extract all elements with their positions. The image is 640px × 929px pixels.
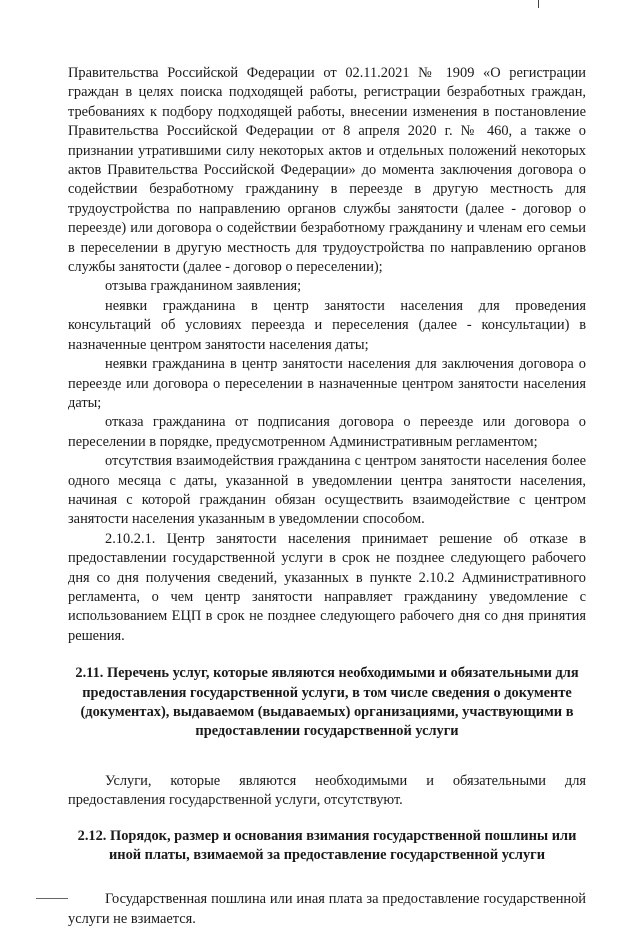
section-heading-2-12: 2.12. Порядок, размер и основания взимания государственной пошлины или иной платы, взимаемой за предоставление государственной услуги [77, 827, 577, 864]
page-edge-mark [538, 0, 539, 8]
paragraph-list-item: неявки гражданина в центр занятости населения для заключения договора о переезде или договора о переселении в назначенные центром занятости населения даты; [68, 356, 586, 411]
section-heading-2-11: 2.11. Перечень услуг, которые являются необходимыми и обязательными для предоставления государственной услуги, в том числе сведения о документе (документах), выдаваемом (выдаваемых) организациями, участвующими в предоставлении государственной услуги [75, 665, 579, 740]
paragraph-list-item: неявки гражданина в центр занятости населения для проведения консультаций об условиях переезда и переселения (далее - консультации) в назначенные центром занятости населения даты; [68, 297, 586, 353]
paragraph-list-item: отказа гражданина от подписания договора о переезде или договора о переселении в порядке, предусмотренном Административным регламентом; [68, 414, 586, 450]
section-text-2-11: Услуги, которые являются необходимыми и обязательными для предоставления государственной услуги, отсутствуют. [68, 772, 586, 809]
paragraph-clause-2-10-2-1: 2.10.2.1. Центр занятости населения принимает решение об отказе в предоставлении государственной услуги в срок не позднее следующего рабочего дня со дня получения сведений, указанных в пункте 2.10.2 Административного регламента, о чем центр занятости направляет гражданину уведомление с использованием ЕЦП в срок не позднее следующего рабочего дня со дня принятия решения. [68, 530, 586, 644]
paragraph-list-item: отзыва гражданином заявления; [105, 278, 302, 295]
footnote-rule [36, 898, 68, 899]
section-text-2-12: Государственная пошлина или иная плата за предоставление государственной услуги не взимается. [68, 891, 586, 927]
document-body [68, 64, 586, 929]
paragraph-continuation: Правительства Российской Федерации от 02.11.2021 № 1909 «О регистрации граждан в целях поиска подходящей работы, регистрации безработных граждан, требованиях к подбору подходящей работы, внесении изменения в постановление Правительства Российской Федерации от 8 апреля 2020 г. № 460, а также о признании утратившими силу некоторых актов и отдельных положений некоторых актов Правительства Российской Федерации» до момента заключения договора о содействии безработному гражданину в переезде в другую местность для трудоустройства по направлению органов службы занятости (далее - договор о переезде) или договора о содействии безработному гражданину и членам его семьи в переселении в другую местность для трудоустройства по направлению органов службы занятости (далее - договор о переселении); [68, 65, 586, 276]
paragraph-list-item: отсутствия взаимодействия гражданина с центром занятости населения более одного месяца с даты, указанной в уведомлении центра занятости населения, начиная с которой гражданин обязан осуществить взаимодействие с центром занятости населения указанным в уведомлении способом. [68, 453, 586, 528]
